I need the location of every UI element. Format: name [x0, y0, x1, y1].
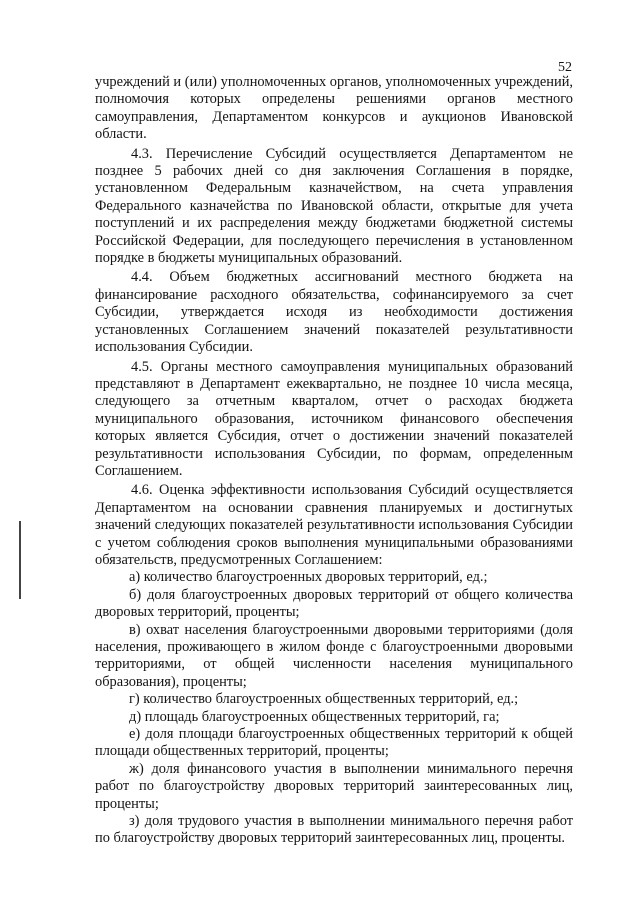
- paragraph-4-4: 4.4. Объем бюджетных ассигнований местного бюджета на финансирование расходного обязательства, софинансируемого за счет Субсидии, утверждается исходя из необходимости достижения установленных Соглашением значений показателей результативности использования Субсидии.: [95, 269, 573, 356]
- list-item-v: в) охват населения благоустроенными дворовыми территориями (доля населения, проживающего в жилом фонде с благоустроенными дворовыми территориями, от общей численности населения муниципального образования), проценты;: [95, 621, 573, 690]
- paragraph-4-6: 4.6. Оценка эффективности использования Субсидий осуществляется Департаментом на основании сравнения планируемых и достигнутых значений следующих показателей результативности использования Субсидии с учетом соблюдения сроков выполнения муниципальными образованиями обязательств, предусмотренных Соглашением:: [95, 482, 573, 568]
- list-item-a: а) количество благоустроенных дворовых территорий, ед.;: [129, 569, 488, 586]
- paragraph-continuation: учреждений и (или) уполномоченных органов, уполномоченных учреждений, полномочия которых определены решениями органов местного самоуправления, Департаментом конкурсов и аукционов Ивановской области.: [95, 74, 573, 143]
- list-item-b: б) доля благоустроенных дворовых территорий от общего количества дворовых территорий, проценты;: [95, 586, 573, 621]
- list-item-d: д) площадь благоустроенных общественных территорий, га;: [129, 708, 500, 725]
- list-item-zh: ж) доля финансового участия в выполнении минимального перечня работ по благоустройству дворовых территорий заинтересованных лиц, проценты;: [95, 760, 573, 812]
- page-number: 52: [558, 60, 572, 75]
- list-item-e: е) доля площади благоустроенных общественных территорий к общей площади общественных территорий, проценты;: [95, 726, 573, 760]
- margin-mark: [19, 521, 21, 599]
- document-body: [95, 74, 573, 848]
- paragraph-4-5: 4.5. Органы местного самоуправления муниципальных образований представляют в Департамент ежеквартально, не позднее 10 числа месяца, следующего за отчетным кварталом, отчет о расходах бюджета муниципального образования, источником финансового обеспечения которых является Субсидия, отчет о достижении значений показателей результативности использования Субсидии, по формам, определенным Соглашением.: [95, 358, 573, 479]
- list-item-z: з) доля трудового участия в выполнении минимального перечня работ по благоустройству дворовых территорий заинтересованных лиц, проценты.: [95, 813, 573, 847]
- paragraph-4-3: 4.3. Перечисление Субсидий осуществляется Департаментом не позднее 5 рабочих дней со дня заключения Соглашения в порядке, установленном Федеральным казначейством, на счета управления Федерального казначейства по Ивановской области, открытые для учета поступлений и их распределения между бюджетами бюджетной системы Российской Федерации, для последующего перечисления в установленном порядке в бюджеты муниципальных образований.: [95, 145, 573, 267]
- list-item-g: г) количество благоустроенных общественных территорий, ед.;: [129, 691, 519, 708]
